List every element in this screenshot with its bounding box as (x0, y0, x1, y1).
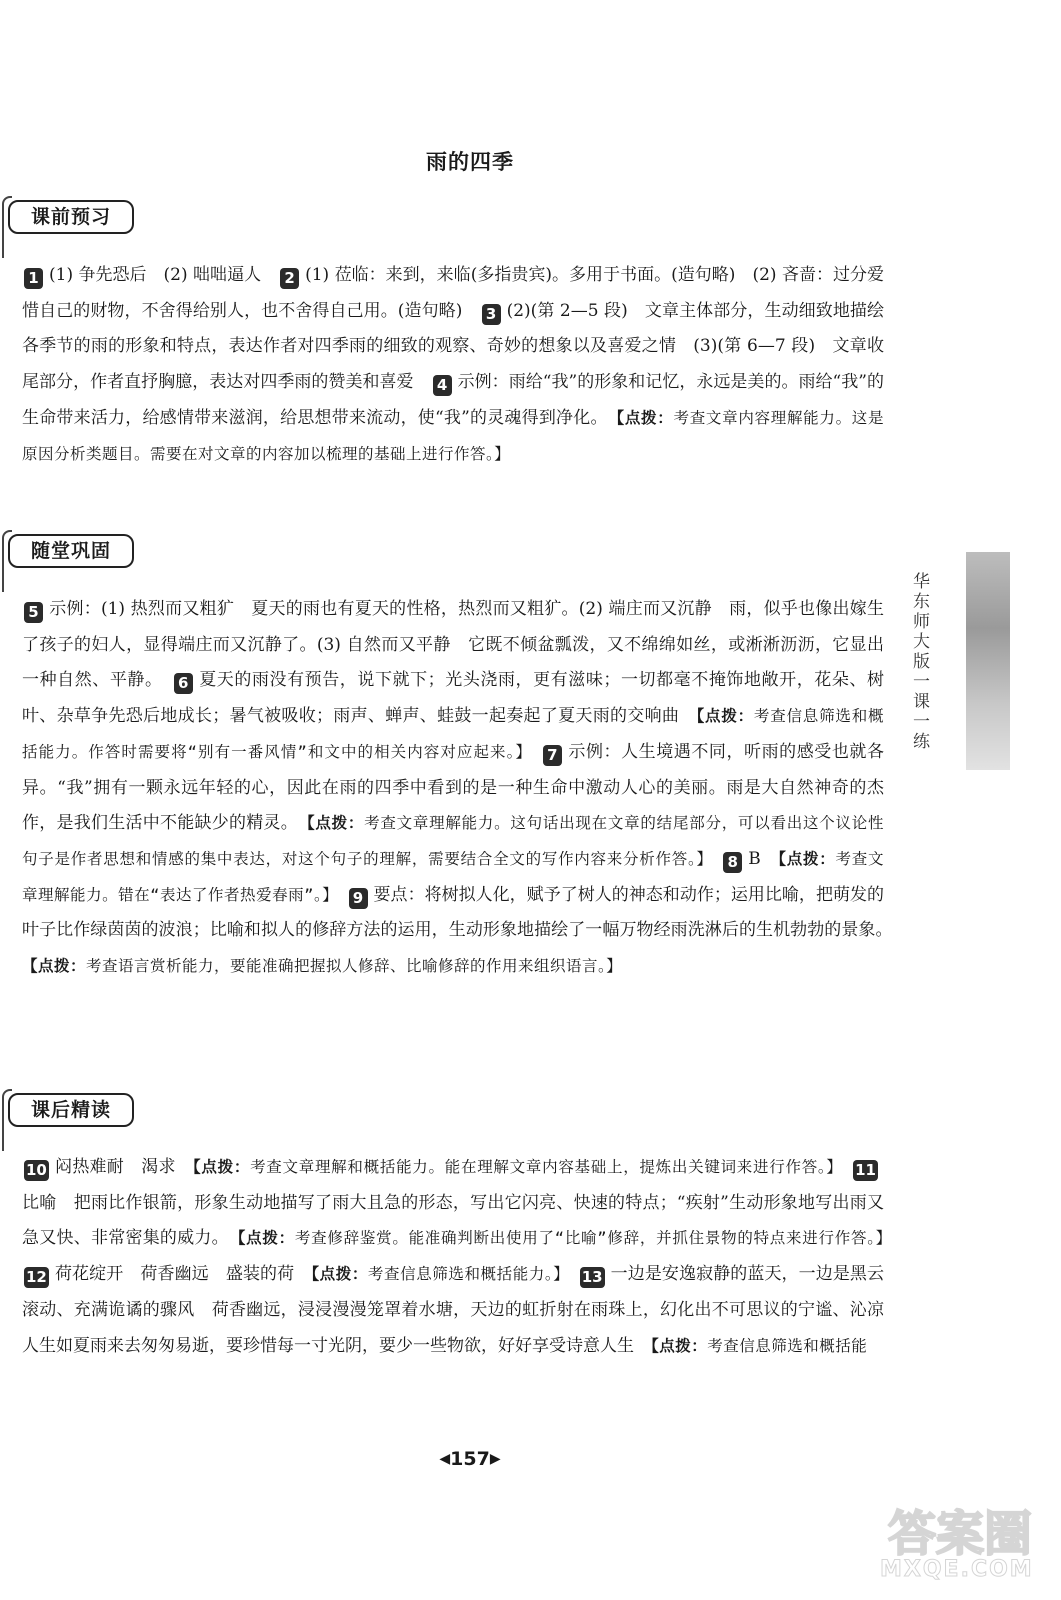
hint-label: 【点拨： (22, 957, 87, 976)
question-number-badge: 9 (349, 888, 368, 909)
hint-body: 考查信息筛选和概括能 (707, 1336, 868, 1355)
hint-text (238, 1229, 900, 1247)
watermark-text-bottom: MXQE.COM (880, 1557, 1034, 1582)
answer-text: 夏天的雨没有预告，说下就下；光头浇雨，更有滋味；一切都毫不掩饰地敞开，花朵、树叶、杂草争先恐后地成长；暑气被吸收；雨声、蝉声、蛙鼓一起奏起了夏天雨的交响曲 (22, 670, 884, 727)
answer-text: (2)(第 2—5 段) 文章主体部分，生动细致地描绘各季节的雨的形象和特点，表达作者对四季雨的细致的观察、奇妙的想象以及喜爱之情 (3)(第 6—7 段) 文章收尾部分，作者直抒胸臆，表达对四季雨的赞美和喜爱 (22, 300, 884, 393)
section-body-reading (22, 1150, 901, 1364)
hint-label: 【点拨： (237, 1229, 295, 1248)
answer-text: (1) 莅临：来到，来临(多指贵宾)。多用于书面。(造句略) (2) 吝啬：过分爱惜自己的财物，不舍得给别人，也不舍得自己用。(造句略) (22, 265, 884, 321)
hint-label: 【点拨： (696, 707, 754, 726)
hint-text (311, 1265, 577, 1283)
question-number-badge: 13 (581, 1268, 603, 1287)
answer-text: 比喻 把雨比作银箭，形象生动地描写了雨大且急的形态，写出它闪亮、快速的特点；“疾射”生动形象地写出雨又急又快、非常密集的威力。 (22, 1192, 884, 1249)
hint-text (651, 1337, 867, 1355)
hint-body: 考查修辞鉴赏。能准确判断出使用了“比喻”修辞，并抓住景物的特点来进行作答。】 (294, 1229, 901, 1248)
hint-body: 考查文章理解能力。错在“表达了作者热爱春雨”。】 (22, 849, 884, 904)
side-tab-texture (966, 552, 1010, 770)
hint-label: 【点拨： (306, 814, 365, 833)
hint-text (193, 1158, 851, 1176)
section-heading-practice (2, 530, 136, 570)
section-heading-label: 课后精读 (8, 1093, 134, 1127)
hint-label: 【点拨： (651, 1336, 708, 1355)
question-number-badge: 11 (855, 1161, 876, 1179)
question-number-badge: 2 (280, 268, 299, 289)
section-body-practice (22, 592, 901, 985)
page-title: 雨的四季 (426, 150, 514, 174)
section-heading-label: 随堂巩固 (8, 534, 134, 568)
hint-body: 考查语言赏析能力，要能准确把握拟人修辞、比喻修辞的作用来组织语言。】 (86, 957, 623, 976)
section-heading-label: 课前预习 (8, 200, 134, 234)
answer-text: 一边是安逸寂静的蓝天，一边是黑云滚动、充满诡谲的骤风 荷香幽远，浸浸漫漫笼罩着水塘，天边的虹折射在雨珠上，幻化出不可思议的宁谧、沁凉 人生如夏雨来去匆匆易逝，要珍惜每一寸光阴，要少一些物欲，好好享受诗意人生 (22, 1264, 901, 1356)
hint-body: 考查信息筛选和概括能力。作答时需要将“别有一番风情”和文中的相关内容对应起来。】 (22, 707, 884, 761)
answer-text: B (748, 848, 779, 869)
question-number-badge: 1 (24, 268, 43, 289)
hint-label: 【点拨： (192, 1158, 251, 1176)
right-arrow-icon: ▶ (489, 1451, 501, 1467)
page-number-value: 157 (450, 1448, 490, 1470)
hint-label: 【点拨： (778, 849, 836, 868)
watermark-logo (880, 1495, 1050, 1595)
watermark-text-top: 答案圈 (888, 1506, 1033, 1562)
answer-text: (1) 争先恐后 (2) 咄咄逼人 (49, 265, 279, 285)
hint-body: 考查信息筛选和概括能力。】 (367, 1265, 578, 1284)
question-number-badge: 4 (433, 375, 452, 396)
answer-text: 闷热难耐 渴求 (54, 1157, 193, 1177)
answer-text: 荷花绽开 荷香幽远 盛装的荷 (54, 1264, 312, 1285)
answer-text: 要点：将树拟人化，赋予了树人的神态和动作；运用比喻，把萌发的叶子比作绿茵茵的波浪；比喻和拟人的修辞方法的运用，生动形象地描绘了一幅万物经雨洗淋后的生机勃勃的景象。 (22, 884, 901, 941)
question-number-badge: 5 (24, 602, 43, 623)
question-number-badge: 12 (26, 1268, 47, 1287)
question-number-badge: 6 (174, 673, 193, 694)
question-number-badge: 10 (26, 1161, 47, 1179)
hint-body: 考查文章内容理解能力。这是原因分析类题目。需要在对文章的内容加以梳理的基础上进行作答。】 (22, 408, 884, 463)
question-number-badge: 7 (543, 745, 562, 766)
page-number (0, 1448, 940, 1470)
question-number-badge: 3 (482, 304, 501, 325)
left-arrow-icon: ◀ (439, 1451, 451, 1467)
hint-label: 【点拨： (616, 408, 674, 427)
question-number-badge: 8 (723, 852, 742, 873)
answer-text: 示例：(1) 热烈而又粗犷 夏天的雨也有夏天的性格，热烈而又粗犷。(2) 端庄而又沉静 雨，似乎也像出嫁生了孩子的妇人，显得端庄而又沉静了。(3) 自然而又平静 它既不倾盆瓢泼，又不绵绵如丝，或淅淅沥沥，它显出一种自然、平静。 (22, 599, 884, 691)
section-heading-reading (2, 1089, 136, 1129)
section-body-preview (22, 258, 884, 472)
answer-text: 示例：雨给“我”的形象和记忆，永远是美的。雨给“我”的生命带来活力，给感情带来滋润，给思想带来流动，使“我”的灵魂得到净化。 (22, 372, 885, 428)
hint-body: 考查文章理解和概括能力。能在理解文章内容基础上，提炼出关键词来进行作答。】 (250, 1158, 852, 1176)
answer-text: 示例：人生境遇不同，听雨的感受也就各异。“我”拥有一颗永远年轻的心，因此在雨的四季中看到的是一种生命中激动人心的美丽。雨是大自然神奇的杰作，是我们生活中不能缺少的精灵。 (22, 741, 885, 834)
side-book-label: 华东师大版一课一练 (909, 572, 929, 752)
hint-text (22, 957, 622, 975)
section-heading-preview (2, 196, 136, 236)
hint-label: 【点拨： (311, 1265, 368, 1284)
hint-body: 考查文章理解能力。这句话出现在文章的结尾部分，可以看出这个议论性句子是作者思想和情感的集中表达，对这个句子的理解，需要结合全文的写作内容来分析作答。】 (22, 814, 884, 868)
